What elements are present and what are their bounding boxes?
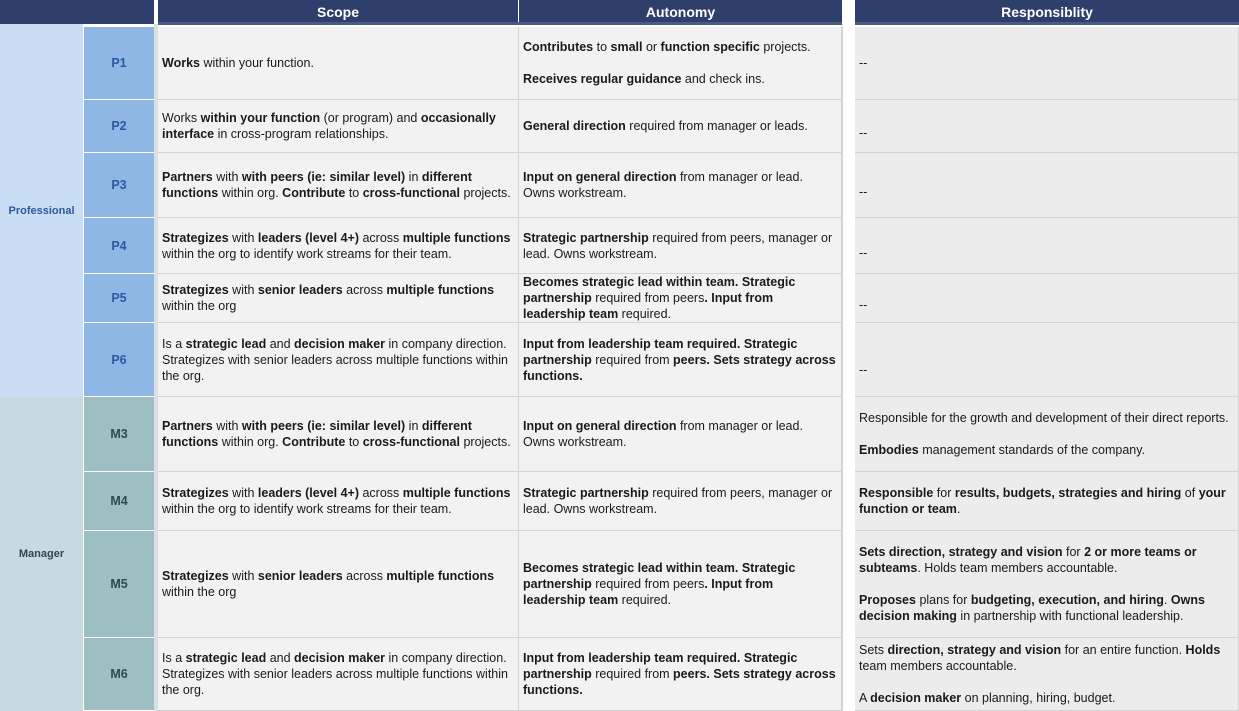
- level-cell: M3: [84, 397, 154, 472]
- level-cell: P1: [84, 27, 154, 100]
- cell-paragraph: Sets direction, strategy and vision for an entire function. Holds team members accountable.: [859, 643, 1221, 673]
- cell-paragraph: Strategizes with leaders (level 4+) across multiple functions within the org to identify work streams for their team.: [162, 230, 511, 261]
- cell-paragraph: --: [859, 185, 868, 199]
- group-professional: Professional: [0, 24, 83, 397]
- responsibility-cell: [855, 27, 1239, 100]
- scope-cell: [158, 218, 519, 274]
- cell-paragraph: A decision maker on planning, hiring, budget.: [859, 691, 1116, 705]
- cell-paragraph: Input from leadership team required. Strategic partnership required from peers. Sets strategy across functions.: [523, 651, 836, 697]
- autonomy-cell: [519, 638, 842, 711]
- header-blank: [0, 0, 154, 24]
- header-autonomy: Autonomy: [519, 0, 842, 24]
- header-underline: [158, 22, 842, 25]
- level-cell: P2: [84, 100, 154, 153]
- cell-paragraph: Works within your function (or program) and occasionally interface in cross-program relationships.: [162, 111, 496, 141]
- header-scope: Scope: [158, 0, 518, 24]
- level-cell: P3: [84, 153, 154, 218]
- cell-paragraph: Strategic partnership required from peers, manager or lead. Owns workstream.: [523, 486, 833, 516]
- scope-cell: [158, 323, 519, 397]
- cell-paragraph: --: [859, 298, 868, 312]
- cell-paragraph: Strategizes with senior leaders across multiple functions within the org: [162, 283, 495, 313]
- autonomy-cell: [519, 27, 842, 100]
- cell-paragraph: Is a strategic lead and decision maker in company direction. Strategizes with senior leaders across multiple functions within the org.: [162, 336, 508, 383]
- level-cell: M4: [84, 472, 154, 531]
- level-cell: P6: [84, 323, 154, 397]
- cell-paragraph: Input from leadership team required. Strategic partnership required from peers. Sets strategy across functions.: [523, 336, 836, 383]
- scope-cell: [158, 100, 519, 153]
- header-underline-right: [855, 22, 1239, 25]
- cell-paragraph: Is a strategic lead and decision maker in company direction. Strategizes with senior leaders across multiple functions within the org.: [162, 651, 508, 697]
- scope-cell: [158, 638, 519, 711]
- cell-paragraph: Partners with with peers (ie: similar level) in different functions within org. Contribute to cross-functional projects.: [162, 170, 511, 200]
- level-cell: M6: [84, 638, 154, 711]
- cell-paragraph: Embodies management standards of the company.: [859, 443, 1146, 457]
- responsibility-cell: [855, 638, 1239, 711]
- cell-paragraph: Input on general direction from manager or lead. Owns workstream.: [523, 419, 803, 449]
- cell-paragraph: Contributes to small or function specific projects.: [523, 40, 811, 54]
- cell-paragraph: Works within your function.: [162, 56, 314, 70]
- cell-paragraph: --: [859, 56, 868, 70]
- responsibility-cell: [855, 100, 1239, 153]
- cell-paragraph: --: [859, 362, 868, 377]
- cell-paragraph: Responsible for results, budgets, strategies and hiring of your function or team.: [859, 486, 1226, 516]
- cell-paragraph: Sets direction, strategy and vision for 2 or more teams or subteams. Holds team members accountable.: [859, 545, 1197, 575]
- level-cell: M5: [84, 531, 154, 638]
- group-manager: Manager: [0, 397, 83, 711]
- responsibility-cell: [855, 472, 1239, 531]
- responsibility-cell: [855, 397, 1239, 472]
- autonomy-cell: [519, 274, 842, 323]
- cell-paragraph: Strategizes with leaders (level 4+) across multiple functions within the org to identify work streams for their team.: [162, 486, 511, 516]
- cell-paragraph: Responsible for the growth and development of their direct reports.: [859, 411, 1229, 425]
- responsibility-cell: [855, 218, 1239, 274]
- scope-cell: [158, 27, 519, 100]
- level-cell: P5: [84, 274, 154, 323]
- cell-paragraph: Proposes plans for budgeting, execution, and hiring. Owns decision making in partnership with functional leadership.: [859, 593, 1205, 623]
- autonomy-cell: [519, 472, 842, 531]
- cell-paragraph: Partners with with peers (ie: similar level) in different functions within org. Contribute to cross-functional projects.: [162, 419, 511, 449]
- cell-paragraph: --: [859, 245, 868, 260]
- scope-cell: [158, 472, 519, 531]
- scope-cell: [158, 531, 519, 638]
- autonomy-cell: [519, 397, 842, 472]
- responsibility-cell: [855, 323, 1239, 397]
- responsibility-cell: [855, 531, 1239, 638]
- level-cell: P4: [84, 218, 154, 274]
- autonomy-cell: [519, 218, 842, 274]
- autonomy-cell: [519, 153, 842, 218]
- cell-paragraph: Becomes strategic lead within team. Strategic partnership required from peers. Input from leadership team required.: [523, 275, 796, 321]
- cell-paragraph: Becomes strategic lead within team. Strategic partnership required from peers. Input from leadership team required.: [523, 561, 796, 607]
- cell-paragraph: General direction required from manager or leads.: [523, 119, 808, 133]
- cell-paragraph: --: [859, 126, 868, 140]
- header-responsibility: Responsiblity: [855, 0, 1239, 24]
- cell-paragraph: Strategizes with senior leaders across multiple functions within the org: [162, 569, 495, 599]
- scope-cell: [158, 153, 519, 218]
- cell-paragraph: Receives regular guidance and check ins.: [523, 72, 765, 86]
- scope-cell: [158, 397, 519, 472]
- cell-paragraph: Strategic partnership required from peers, manager or lead. Owns workstream.: [523, 230, 833, 261]
- autonomy-cell: [519, 323, 842, 397]
- cell-paragraph: Input on general direction from manager or lead. Owns workstream.: [523, 170, 803, 200]
- autonomy-cell: [519, 531, 842, 638]
- autonomy-cell: [519, 100, 842, 153]
- responsibility-cell: [855, 274, 1239, 323]
- scope-cell: [158, 274, 519, 323]
- responsibility-cell: [855, 153, 1239, 218]
- column-gap-right: [842, 24, 855, 711]
